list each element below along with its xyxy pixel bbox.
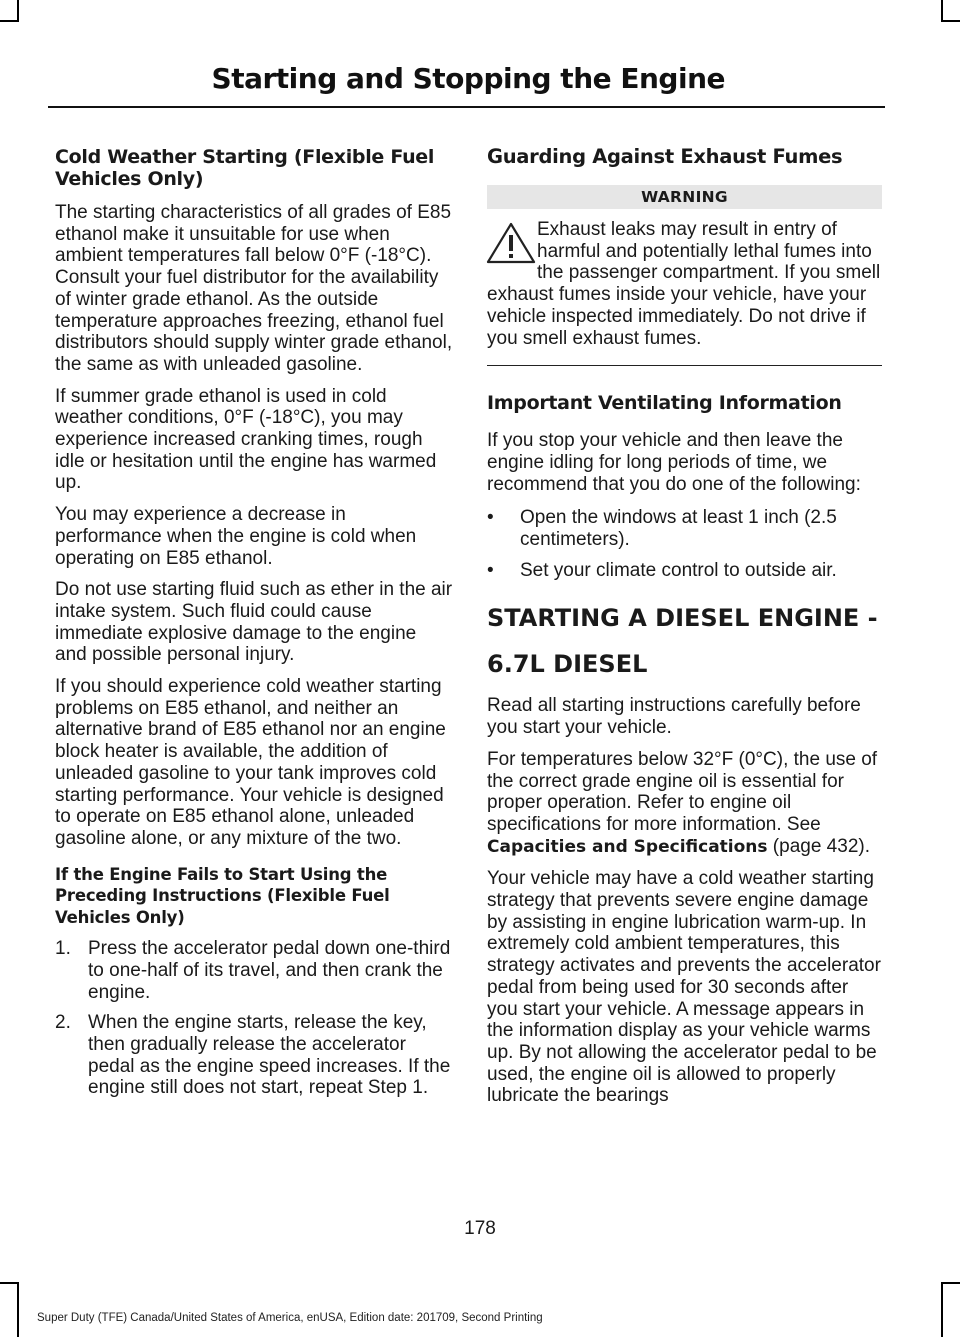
warning-triangle-icon (485, 221, 537, 265)
left-column (55, 146, 453, 1109)
crop-mark (17, 0, 19, 22)
crop-mark (941, 0, 943, 22)
paragraph: Do not use starting fluid such as ether in the air intake system. Such fluid could cause immediate explosive damage to the engine and possible personal injury. (55, 579, 453, 666)
paragraph (487, 749, 882, 859)
warning-box (487, 219, 882, 349)
list-item (55, 938, 453, 1003)
step-number: 1. (55, 938, 71, 960)
list-item (487, 560, 882, 582)
step-text: When the engine starts, release the key, then gradually release the accelerator pedal as the engine speed increases. If the engine still does not start, repeat Step 1. (88, 1012, 451, 1099)
paragraph: Your vehicle may have a cold weather starting strategy that prevents severe engine damage by assisting in engine lubrication warm-up. In extremely cold ambient temperatures, this strategy activates and prevents the accelerator pedal from being used for 30 seconds after you start your vehicle. A message appears in the information display as your vehicle warms up. By not allowing the accelerator pedal to be used, the engine oil is allowed to properly lubricate the bearings (487, 868, 881, 1107)
warning-text: Exhaust leaks may result in entry of harmful and potentially lethal fumes into the passenger compartment. If you smell exhaust fumes inside your vehicle, have your vehicle inspected immediately. Do not drive if you smell exhaust fumes. (487, 219, 881, 349)
list-item (55, 1012, 453, 1099)
bullet-text: Open the windows at least 1 inch (2.5 centimeters). (520, 507, 837, 551)
paragraph: If you stop your vehicle and then leave the engine idling for long periods of time, we recommend that you do one of the following: (487, 430, 861, 495)
steps-list (55, 938, 453, 1099)
page-reference: (page 432). (767, 835, 870, 857)
section-title-ventilating: Important Ventilating Information (487, 392, 842, 415)
crop-mark (941, 1282, 960, 1284)
paragraph: Read all starting instructions carefully before you start your vehicle. (487, 695, 861, 739)
divider (487, 365, 882, 366)
paragraph-text: For temperatures below 32°F (0°C), the use of the correct grade engine oil is essential for proper operation. Refer to engine oil specifications for more information. See (487, 748, 878, 835)
diesel-title-line1: STARTING A DIESEL ENGINE - (487, 604, 878, 633)
section-title-cold-weather: Cold Weather Starting (Flexible Fuel Vehicles Only) (55, 146, 435, 190)
step-number: 2. (55, 1012, 71, 1034)
diesel-title-line2: 6.7L DIESEL (487, 650, 648, 679)
paragraph: If summer grade ethanol is used in cold weather conditions, 0°F (-18°C), you may experience increased cranking times, rough idle or hesitation until the engine has warmed up. (55, 385, 437, 494)
crop-mark (17, 1282, 19, 1337)
crop-mark (0, 1282, 19, 1284)
paragraph: If you should experience cold weather starting problems on E85 ethanol, and neither an alternative brand of E85 ethanol nor an engine block heater is available, the addition of unleaded gasoline to your tank improves cold starting performance. Your vehicle is designed to operate on E85 ethanol alone, unleaded gasoline alone, or any mixture of the two. (55, 676, 446, 849)
bullet-text: Set your climate control to outside air. (520, 559, 837, 581)
page-title: Starting and Stopping the Engine (211, 62, 725, 95)
right-column (487, 146, 882, 1117)
crop-mark (941, 20, 960, 22)
crop-mark (941, 1282, 943, 1337)
warning-label: WARNING (487, 185, 882, 209)
section-title-exhaust: Guarding Against Exhaust Fumes (487, 145, 843, 168)
bullet-mark: • (487, 507, 494, 529)
crop-mark (0, 20, 19, 22)
subsection-title-fails-to-start: If the Engine Fails to Start Using the Preceding Instructions (Flexible Fuel Vehicles Only) (55, 864, 390, 927)
footer-edition: Super Duty (TFE) Canada/United States of America, enUSA, Edition date: 201709, Second Printing (37, 1312, 543, 1324)
step-text: Press the accelerator pedal down one-third to one-half of its travel, and then crank the engine. (88, 938, 451, 1003)
paragraph: You may experience a decrease in performance when the engine is cold when operating on E85 ethanol. (55, 504, 417, 569)
bullet-list (487, 507, 882, 581)
bullet-mark: • (487, 559, 494, 581)
section-title-diesel (487, 595, 882, 687)
cross-reference-link[interactable]: Capacities and Specifications (487, 836, 768, 857)
header-rule (48, 106, 885, 108)
paragraph: The starting characteristics of all grades of E85 ethanol make it unsuitable for use when ambient temperatures fall below 0°F (-18°C). Consult your fuel distributor for the availability of winter grade ethanol. As the outside temperature approaches freezing, ethanol fuel distributors should supply winter grade ethanol, the same as with unleaded gasoline. (55, 202, 453, 375)
list-item (487, 507, 882, 550)
page-number: 178 (464, 1218, 496, 1239)
